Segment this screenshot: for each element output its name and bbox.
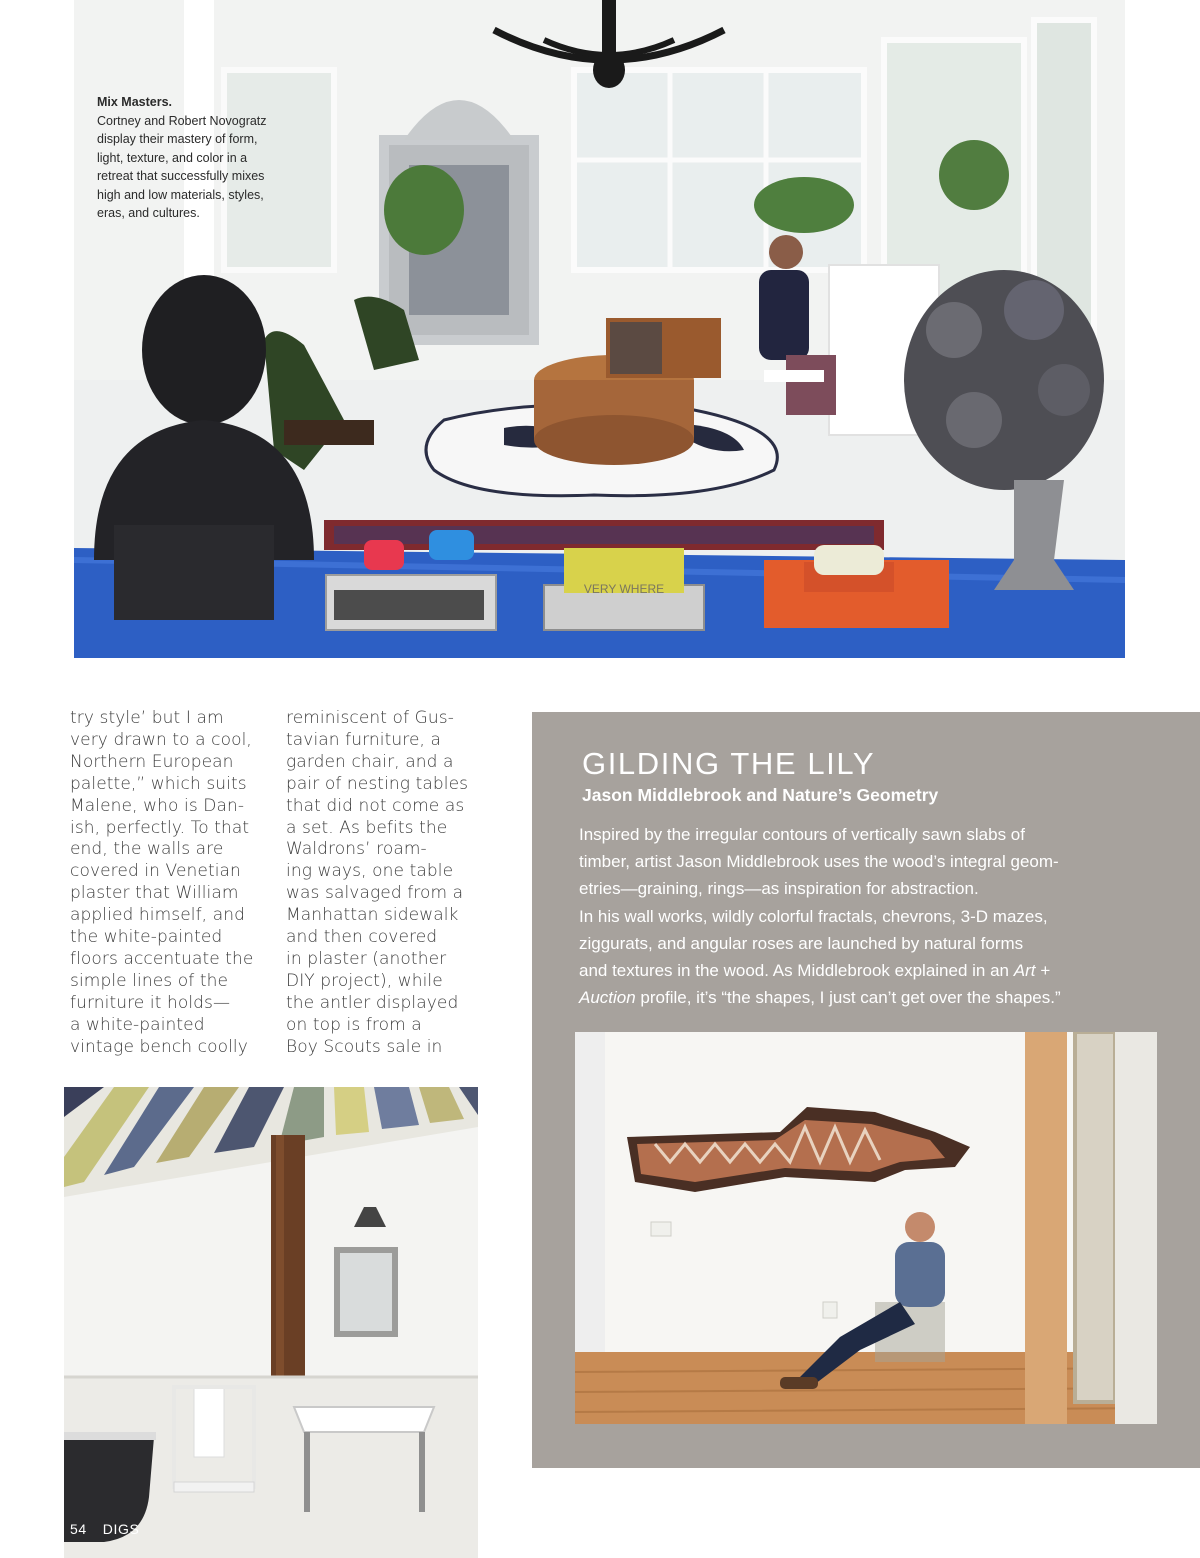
body-line: and then covered bbox=[286, 927, 438, 948]
body-line: vintage bench coolly bbox=[70, 1036, 248, 1057]
publication-name: Auction bbox=[579, 988, 636, 1008]
sidebar-line: Inspired by the irregular contours of vertically sawn slabs of bbox=[579, 825, 1025, 844]
caption-line: display their mastery of form, bbox=[97, 132, 258, 146]
body-line: on top is from a bbox=[286, 1014, 422, 1035]
body-line: the antler displayed bbox=[286, 992, 459, 1013]
body-line: Northern European bbox=[70, 751, 234, 772]
magazine-name: DIGS bbox=[102, 1521, 140, 1537]
body-line: tavian furniture, a bbox=[286, 729, 442, 750]
body-column-1 bbox=[70, 708, 254, 1059]
caption-line: light, texture, and color in a bbox=[97, 150, 248, 165]
sidebar-line: timber, artist Jason Middlebrook uses the wood’s integral geom- bbox=[579, 852, 1059, 872]
body-line: try style’ but I am bbox=[70, 708, 224, 728]
book-spine-text: VERY WHERE bbox=[583, 582, 665, 596]
body-line: Boy Scouts sale in bbox=[286, 1036, 443, 1057]
caption-line: eras, and cultures. bbox=[97, 206, 200, 220]
sidebar-line: etries—graining, rings—as inspiration for abstraction. bbox=[579, 879, 979, 899]
body-line: was salvaged from a bbox=[286, 883, 464, 904]
body-line: reminiscent of Gus- bbox=[286, 708, 454, 728]
body-line: ing ways, one table bbox=[286, 861, 454, 882]
bathroom-illustration bbox=[64, 1087, 478, 1558]
sidebar-line-text: and textures in the wood. As Middlebrook explained in an bbox=[579, 961, 1009, 981]
body-line: simple lines of the bbox=[70, 970, 229, 991]
body-line: furniture it holds— bbox=[70, 992, 231, 1013]
body-line: applied himself, and bbox=[70, 905, 245, 926]
body-line: pair of nesting tables bbox=[286, 773, 469, 794]
body-line: ish, perfectly. To that bbox=[70, 817, 250, 838]
body-line: a set. As befits the bbox=[286, 817, 448, 838]
sidebar-line: In his wall works, wildly colorful fractals, chevrons, 3-D mazes, bbox=[579, 906, 1048, 926]
sidebar-subtitle: Jason Middlebrook and Nature’s Geometry bbox=[582, 785, 939, 805]
caption-line: retreat that successfully mixes bbox=[97, 169, 265, 183]
caption-line: high and low materials, styles, bbox=[97, 187, 264, 202]
sidebar-line bbox=[579, 984, 1179, 1011]
body-line: in plaster (another bbox=[286, 948, 447, 969]
sidebar-line: ziggurats, and angular roses are launched by natural forms bbox=[579, 933, 1024, 953]
body-line: end, the walls are bbox=[70, 839, 224, 860]
body-line: the white-painted bbox=[70, 927, 223, 948]
body-line: plaster that William bbox=[70, 883, 239, 904]
page-footer bbox=[70, 1521, 139, 1537]
page-number: 54 bbox=[70, 1521, 87, 1537]
sidebar-line-text: profile, it’s “the shapes, I just can’t get over the shapes.” bbox=[635, 988, 1061, 1008]
body-line: Waldrons’ roam- bbox=[286, 839, 427, 860]
sidebar-body bbox=[579, 821, 1179, 1011]
photo-caption bbox=[97, 93, 297, 223]
body-line: garden chair, and a bbox=[286, 751, 454, 772]
body-line: Manhattan sidewalk bbox=[286, 905, 459, 926]
body-column-2 bbox=[286, 708, 468, 1059]
publication-name: Art + bbox=[1013, 961, 1051, 981]
body-line: a white-painted bbox=[70, 1014, 205, 1035]
body-line: covered in Venetian bbox=[70, 861, 241, 882]
caption-line: Cortney and Robert Novogratz bbox=[97, 113, 267, 128]
artist-illustration bbox=[575, 1032, 1157, 1424]
body-line: that did not come as bbox=[286, 795, 465, 816]
body-line: palette,” which suits bbox=[70, 773, 247, 794]
sidebar-line bbox=[579, 957, 1179, 984]
artist-photo bbox=[575, 1032, 1157, 1424]
body-line: floors accentuate the bbox=[70, 948, 254, 969]
sidebar-title: GILDING THE LILY bbox=[582, 746, 876, 781]
bathroom-photo bbox=[64, 1087, 478, 1558]
body-line: Malene, who is Dan- bbox=[70, 795, 245, 816]
caption-title: Mix Masters. bbox=[97, 95, 173, 109]
body-line: very drawn to a cool, bbox=[70, 729, 252, 750]
body-line: DIY project), while bbox=[286, 970, 443, 991]
